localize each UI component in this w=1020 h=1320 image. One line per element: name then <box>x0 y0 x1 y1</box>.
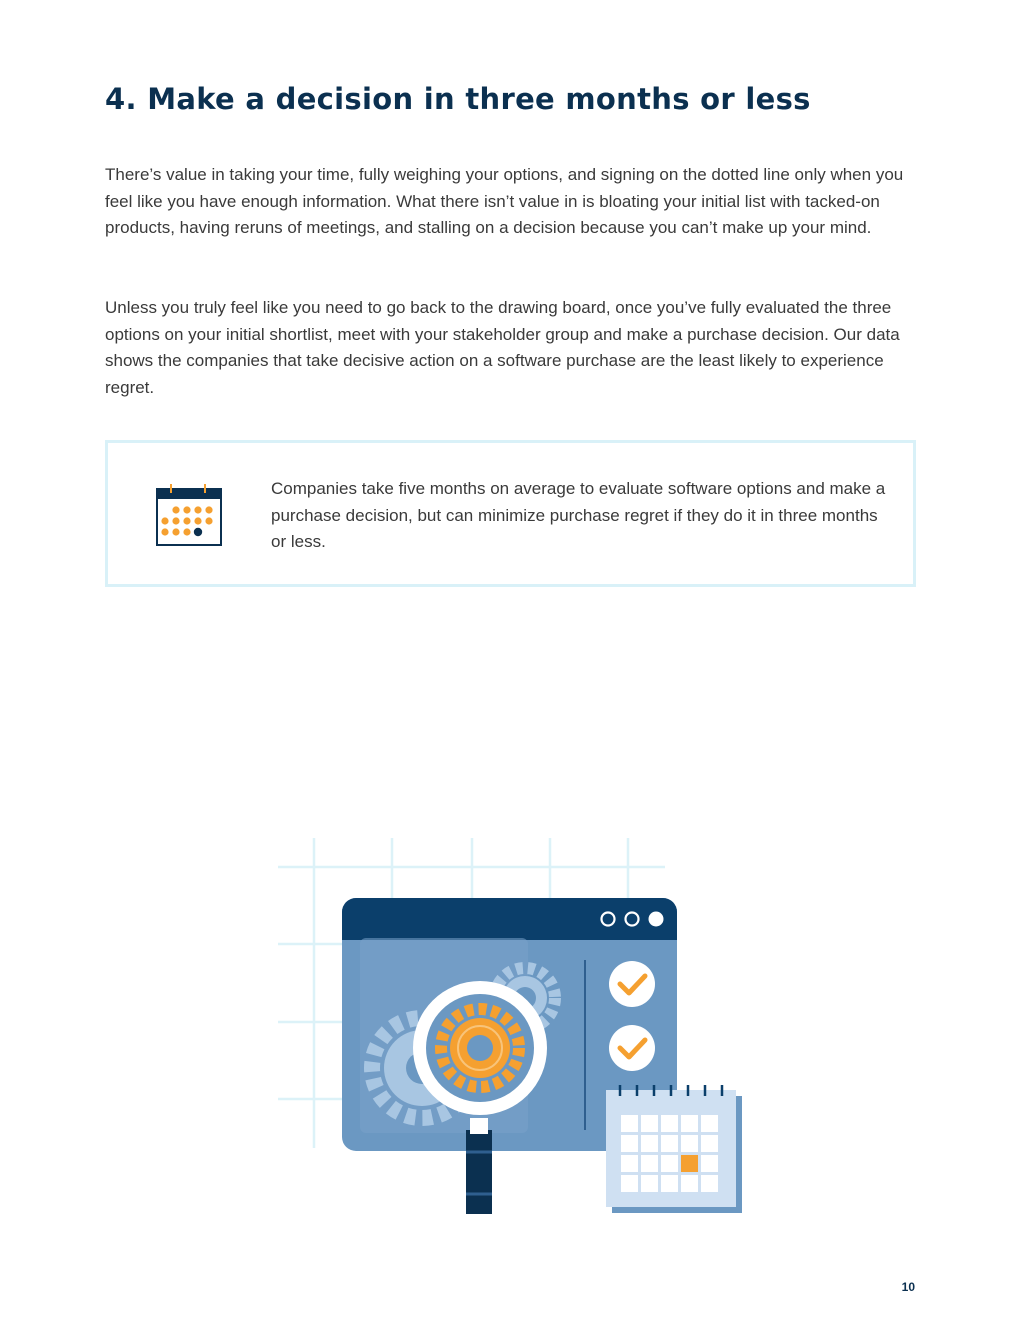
body-paragraph: There’s value in taking your time, fully weighing your options, and signing on the dotted line only when you feel like you have enough information. What there isn’t value in is bloating your initial list with tacked-on products, having reruns of meetings, and stalling on a decision because you can’t make up your mind. <box>105 165 904 238</box>
callout-box <box>105 440 916 587</box>
body-paragraph: Unless you truly feel like you need to go back to the drawing board, once you’ve fully evaluated the three options on your initial shortlist, meet with your stakeholder group and make a purchase decision. Our data shows the companies that take decisive action on a software purchase are the least likely to experience regret. <box>105 298 900 398</box>
calendar-icon <box>606 1085 742 1213</box>
callout-text: Companies take five months on average to evaluate software options and make a purchase decision, but can minimize purchase regret if they do it in three months or less. <box>271 479 886 552</box>
decision-illustration <box>270 830 750 1225</box>
page-heading: 4. Make a decision in three months or less <box>105 82 811 116</box>
page-number: 10 <box>901 1280 915 1294</box>
calendar-icon <box>156 483 222 552</box>
